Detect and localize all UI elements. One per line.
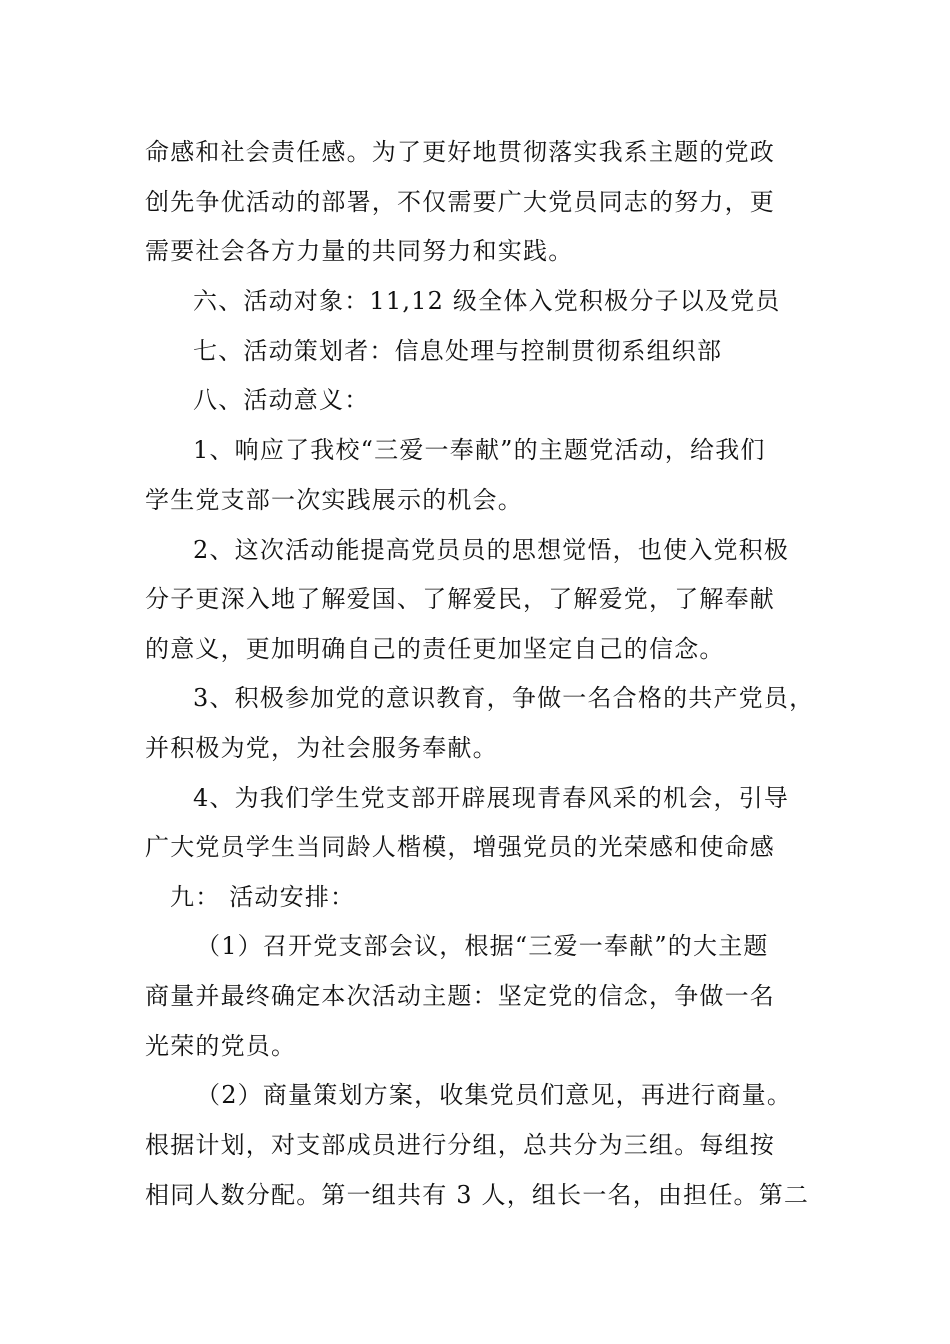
text-line: 1、响应了我校“三爱一奉献”的主题党活动，给我们	[193, 436, 766, 464]
text-line: 分子更深入地了解爱国、了解爱民，了解爱党，了解奉献	[145, 585, 775, 613]
text-line: 广大党员学生当同龄人楷模，增强党员的光荣感和使命感	[145, 833, 775, 861]
text-line: 并积极为党，为社会服务奉献。	[145, 734, 498, 762]
text-line: 六、活动对象：11,12 级全体入党积极分子以及党员	[193, 287, 781, 315]
text-line: 2、这次活动能提高党员员的思想觉悟，也使入党积极	[193, 536, 790, 564]
text-line: 需要社会各方力量的共同努力和实践。	[145, 237, 574, 265]
text-line: 3、积极参加党的意识教育，争做一名合格的共产党员，	[193, 684, 815, 712]
text-line: 4、为我们学生党支部开辟展现青春风采的机会，引导	[193, 784, 790, 812]
text-line: 创先争优活动的部署，不仅需要广大党员同志的努力，更	[145, 188, 775, 216]
text-line: 的意义，更加明确自己的责任更加坚定自己的信念。	[145, 635, 725, 663]
text-line: 根据计划，对支部成员进行分组，总共分为三组。每组按	[145, 1131, 775, 1159]
section-heading: 九： 活动安排：	[170, 883, 356, 911]
text-line: 八、活动意义：	[193, 386, 370, 414]
text-line: 七、活动策划者：信息处理与控制贯彻系组织部	[193, 337, 723, 365]
text-line: （1）召开党支部会议，根据“三爱一奉献”的大主题	[196, 932, 769, 960]
text-line: 学生党支部一次实践展示的机会。	[145, 486, 523, 514]
text-line: 商量并最终确定本次活动主题：坚定党的信念，争做一名	[145, 982, 775, 1010]
text-line: 相同人数分配。第一组共有 3 人，组长一名，由担任。第二	[145, 1181, 810, 1209]
text-line: （2）商量策划方案，收集党员们意见，再进行商量。	[196, 1081, 793, 1109]
text-line: 命感和社会责任感。为了更好地贯彻落实我系主题的党政	[145, 138, 775, 166]
text-line: 光荣的党员。	[145, 1032, 297, 1060]
